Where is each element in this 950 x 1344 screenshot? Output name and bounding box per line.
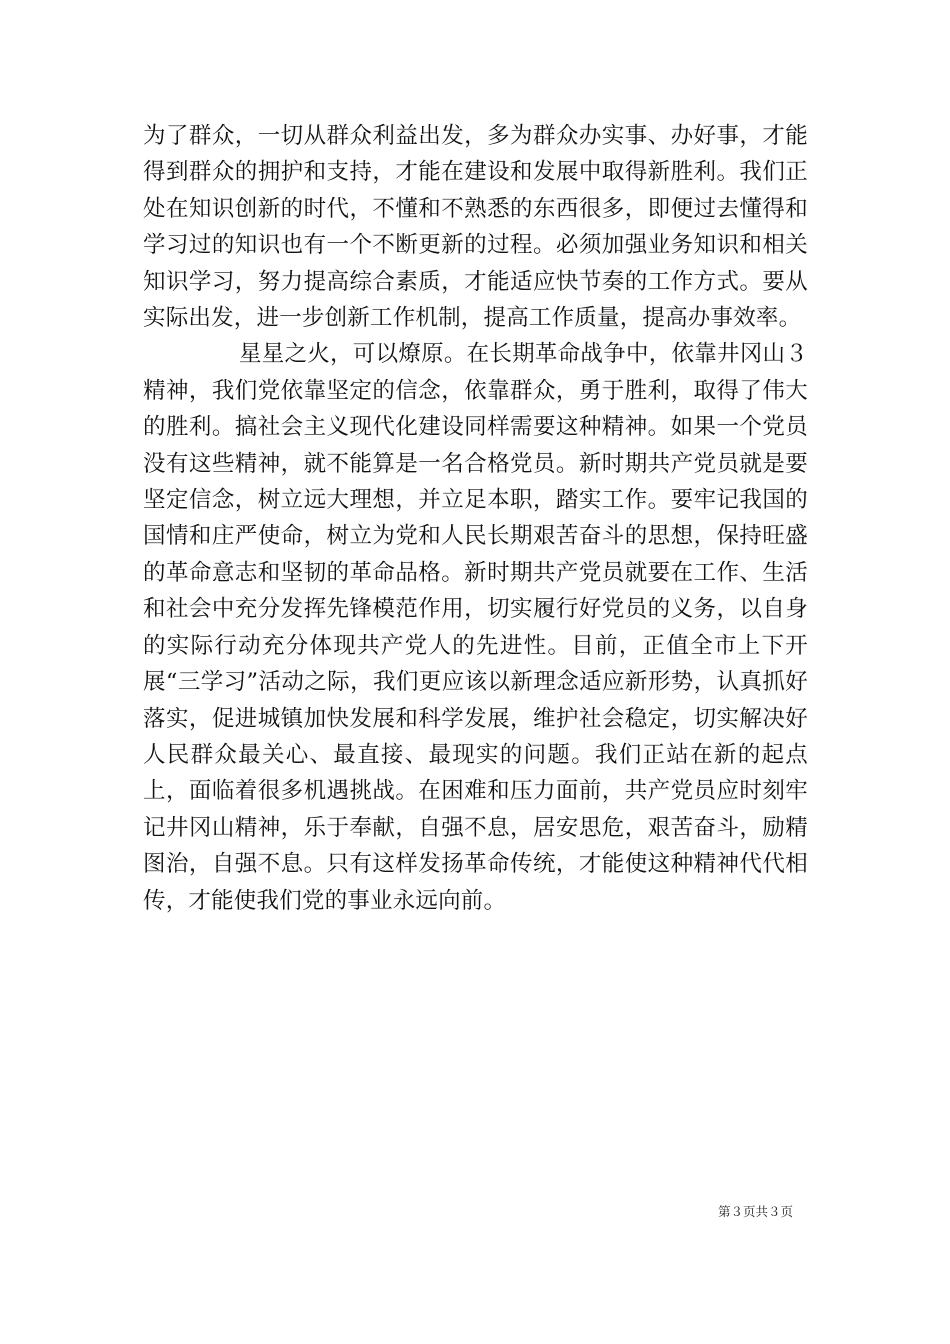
document-body — [143, 118, 808, 919]
paragraph-continuation: 为了群众，一切从群众利益出发，多为群众办实事、办好事，才能得到群众的拥护和支持，才能在建设和发展中取得新胜利。我们正处在知识创新的时代，不懂和不熟悉的东西很多，即便过去懂得和学习过的知识也有一个不断更新的过程。必须加强业务知识和相关知识学习，努力提高综合素质，才能适应快节奏的工作方式。要从实际出发，进一步创新工作机制，提高工作质量，提高办事效率。 — [143, 123, 808, 332]
page-number: 第３页共３页 — [718, 1204, 794, 1219]
paragraph-spark-prairie-fire: 星星之火，可以燎原。在长期革命战争中，依靠井冈山３精神，我们党依靠坚定的信念，依靠群众，勇于胜利，取得了伟大的胜利。搞社会主义现代化建设同样需要这种精神。如果一个党员没有这些精神，就不能算是一名合格党员。新时期共产党员就是要坚定信念，树立远大理想，并立足本职，踏实工作。要牢记我国的国情和庄严使命，树立为党和人民长期艰苦奋斗的思想，保持旺盛的革命意志和坚韧的革命品格。新时期共产党员就要在工作、生活和社会中充分发挥先锋模范作用，切实履行好党员的义务，以自身的实际行动充分体现共产党人的先进性。目前，正值全市上下开展“三学习”活动之际，我们更应该以新理念适应新形势，认真抓好落实，促进城镇加快发展和科学发展，维护社会稳定，切实解决好人民群众最关心、最直接、最现实的问题。我们正站在新的起点上，面临着很多机遇挑战。在困难和压力面前，共产党员应时刻牢记井冈山精神，乐于奉献，自强不息，居安思危，艰苦奋斗，励精图治，自强不息。只有这样发扬革命传统，才能使这种精神代代相传，才能使我们党的事业永远向前。 — [143, 341, 808, 914]
